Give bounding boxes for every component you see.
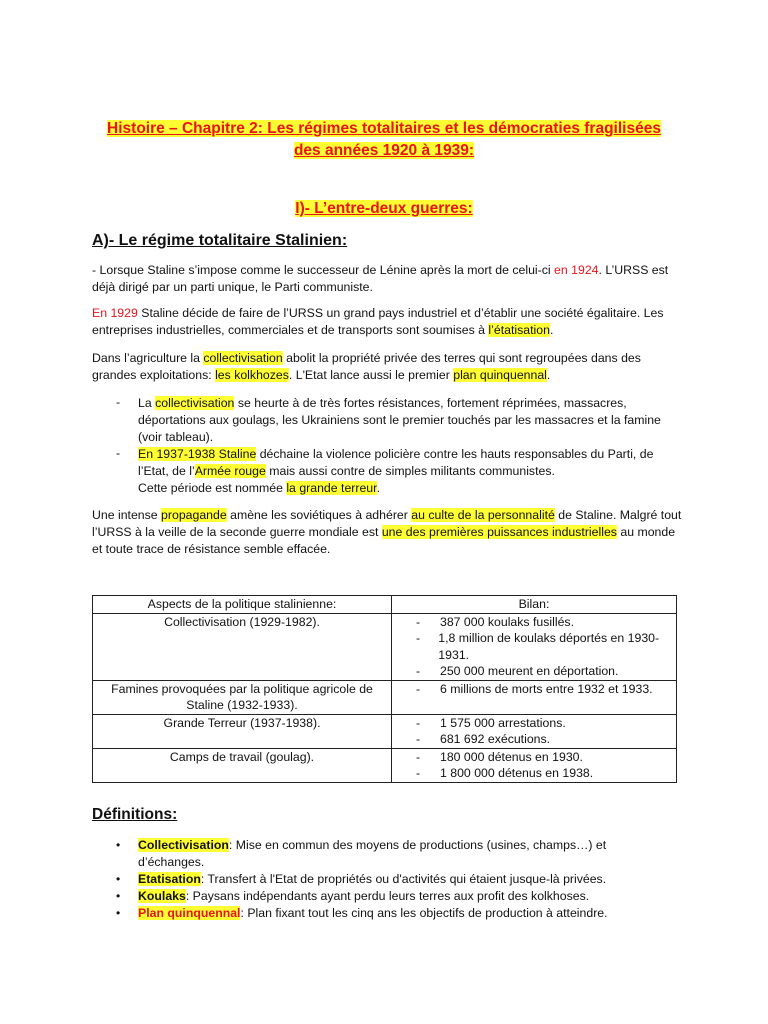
- list-item-1: [138, 395, 683, 446]
- paragraph-4: [92, 507, 682, 558]
- bilan-line: [396, 715, 672, 732]
- definition-term: Collectivisation: [138, 838, 229, 852]
- bullet-icon: •: [116, 906, 121, 920]
- table-row: [93, 680, 677, 714]
- p4-highlight-1: propagande: [161, 508, 227, 522]
- bilan-line: [396, 630, 672, 663]
- table-row: [93, 714, 677, 748]
- table-cell-aspect: Famines provoquées par la politique agricole de Staline (1932-1933).: [93, 680, 392, 714]
- page-title: [92, 118, 676, 162]
- p2-text-b: .: [549, 323, 554, 337]
- list-item-2: [138, 446, 683, 497]
- bilan-line: [396, 614, 672, 631]
- bilan-dash: -: [416, 614, 421, 629]
- definition-item: [138, 837, 658, 871]
- li2-text-a: déchaine la violence policière contre les hauts responsables du Parti, de l’Etat, de l’: [138, 447, 654, 478]
- paragraph-1: [92, 262, 682, 296]
- bilan-dash: -: [416, 732, 421, 746]
- definition-item: [138, 888, 658, 905]
- table-cell-aspect: Collectivisation (1929-1982).: [93, 613, 392, 680]
- subsection-heading: A)- Le régime totalitaire Stalinien:: [92, 232, 348, 249]
- bilan-text: 250 000 meurent en déportation.: [440, 664, 619, 678]
- bilan-line: [396, 663, 672, 680]
- definition-term: Plan quinquennal: [138, 906, 241, 920]
- p4-text-a: Une intense: [92, 508, 162, 522]
- table-cell-bilan: [392, 613, 677, 680]
- bilan-line: [396, 749, 672, 766]
- bilan-line: [396, 731, 672, 748]
- li2-highlight-2: Armée rouge: [194, 464, 266, 478]
- bilan-text: 387 000 koulaks fusillés.: [440, 614, 574, 629]
- p4-text-b: amène les soviétiques à adhérer: [226, 508, 412, 522]
- title-line-1: Histoire – Chapitre 2: Les régimes totalitaires et les démocraties fragilisées: [107, 120, 661, 137]
- list-dash-1: -: [116, 395, 121, 409]
- bilan-dash: -: [416, 766, 421, 780]
- table-header-bilan: Bilan:: [392, 596, 677, 614]
- bilan-dash: -: [416, 664, 421, 678]
- p3-text-c: . L'Etat lance aussi le premier: [288, 368, 454, 382]
- bilan-dash: -: [416, 715, 421, 730]
- table-cell-aspect: Camps de travail (goulag).: [93, 748, 392, 782]
- p2-date: En 1929: [92, 306, 138, 320]
- bullet-icon: •: [116, 889, 121, 903]
- bilan-dash: -: [416, 681, 421, 696]
- p1-date: en 1924: [554, 263, 599, 277]
- li1-highlight: collectivisation: [155, 396, 235, 410]
- li2-text-c: Cette période est nommée: [138, 481, 287, 495]
- definition-text: : Paysans indépendants ayant perdu leurs terres aux profit des kolkhoses.: [185, 889, 590, 903]
- table-cell-aspect: Grande Terreur (1937-1938).: [93, 714, 392, 748]
- definition-text: : Plan fixant tout les cinq ans les objectifs de production à atteindre.: [240, 906, 608, 920]
- table-header-aspects: Aspects de la politique stalinienne:: [93, 596, 392, 614]
- definition-text: : Transfert à l'Etat de propriétés ou d'activités qui étaient jusque-là privées.: [200, 872, 607, 886]
- table-cell-bilan: [392, 748, 677, 782]
- p4-highlight-3: une des premières puissances industrielles: [381, 525, 617, 539]
- bilan-text: 180 000 détenus en 1930.: [440, 749, 583, 764]
- bilan-text: 1,8 million de koulaks déportés en 1930-1931.: [438, 631, 660, 662]
- bilan-line: [396, 681, 672, 698]
- section-heading: [92, 200, 676, 218]
- table-row: [93, 748, 677, 782]
- li2-text-b: mais aussi contre de simples militants communistes.: [265, 464, 555, 478]
- p2-text-a: Staline décide de faire de l’URSS un grand pays industriel et d’établir une société égalitaire. Les entreprises industrielles, commerciales et de transports sont soumises à: [92, 306, 664, 337]
- list-dash-2: -: [116, 446, 121, 460]
- p1-text-a: - Lorsque Staline s’impose comme le successeur de Lénine après la mort de celui-ci: [92, 263, 555, 277]
- definition-text: : Mise en commun des moyens de productions (usines, champs…) et d’échanges.: [138, 838, 607, 869]
- definition-item: [138, 905, 658, 922]
- li2-highlight-3: la grande terreur: [286, 481, 377, 495]
- table-row: [93, 613, 677, 680]
- bullet-icon: •: [116, 838, 121, 852]
- paragraph-3: [92, 350, 682, 384]
- p4-text-c: de Staline. Malgré tout l’URSS à la veille de la seconde guerre mondiale est: [92, 508, 682, 539]
- bilan-text: 681 692 exécutions.: [440, 732, 551, 746]
- p4-text-d: au monde et toute trace de résistance semble effacée.: [92, 525, 676, 556]
- definitions-heading: Définitions:: [92, 806, 178, 823]
- li1-text-a: La: [138, 396, 156, 410]
- bullet-icon: •: [116, 872, 121, 886]
- paragraph-2: [92, 305, 682, 339]
- p3-text-b: abolit la propriété privée des terres qui sont regroupées dans des grandes exploitations:: [92, 351, 641, 382]
- li2-highlight-1: En 1937-1938 Staline: [138, 447, 257, 461]
- p3-highlight-1: collectivisation: [203, 351, 283, 365]
- bilan-text: 1 800 000 détenus en 1938.: [440, 766, 594, 780]
- li1-text-b: se heurte à de très fortes résistances, fortement réprimées, massacres, déportations aux goulags, les Ukrainiens sont le premier touchés par les massacres et la famine (voir tableau).: [138, 396, 661, 444]
- bilan-text: 6 millions de morts entre 1932 et 1933.: [440, 681, 653, 696]
- bilan-dash: -: [416, 631, 421, 645]
- definition-term: Koulaks: [138, 889, 186, 903]
- section-heading-text: I)- L’entre-deux guerres:: [295, 200, 473, 217]
- li2-text-d: .: [376, 481, 380, 495]
- stalin-policy-table: [92, 595, 677, 783]
- bilan-dash: -: [416, 749, 421, 764]
- bilan-text: 1 575 000 arrestations.: [440, 715, 566, 730]
- table-cell-bilan: [392, 714, 677, 748]
- bilan-line: [396, 765, 672, 782]
- p1-text-b: . L’URSS est déjà dirigé par un parti unique, le Parti communiste.: [92, 263, 669, 294]
- definition-item: [138, 871, 658, 888]
- table-cell-bilan: [392, 680, 677, 714]
- title-line-2: des années 1920 à 1939:: [293, 142, 475, 159]
- p3-highlight-3: plan quinquennal: [453, 368, 547, 382]
- p3-highlight-2: les kolkhozes: [215, 368, 289, 382]
- p2-highlight: l’étatisation: [488, 323, 550, 337]
- p3-text-d: .: [546, 368, 551, 382]
- p4-highlight-2: au culte de la personnalité: [411, 508, 555, 522]
- table-header-row: [93, 596, 677, 614]
- definition-term: Etatisation: [138, 872, 201, 886]
- p3-text-a: Dans l’agriculture la: [92, 351, 204, 365]
